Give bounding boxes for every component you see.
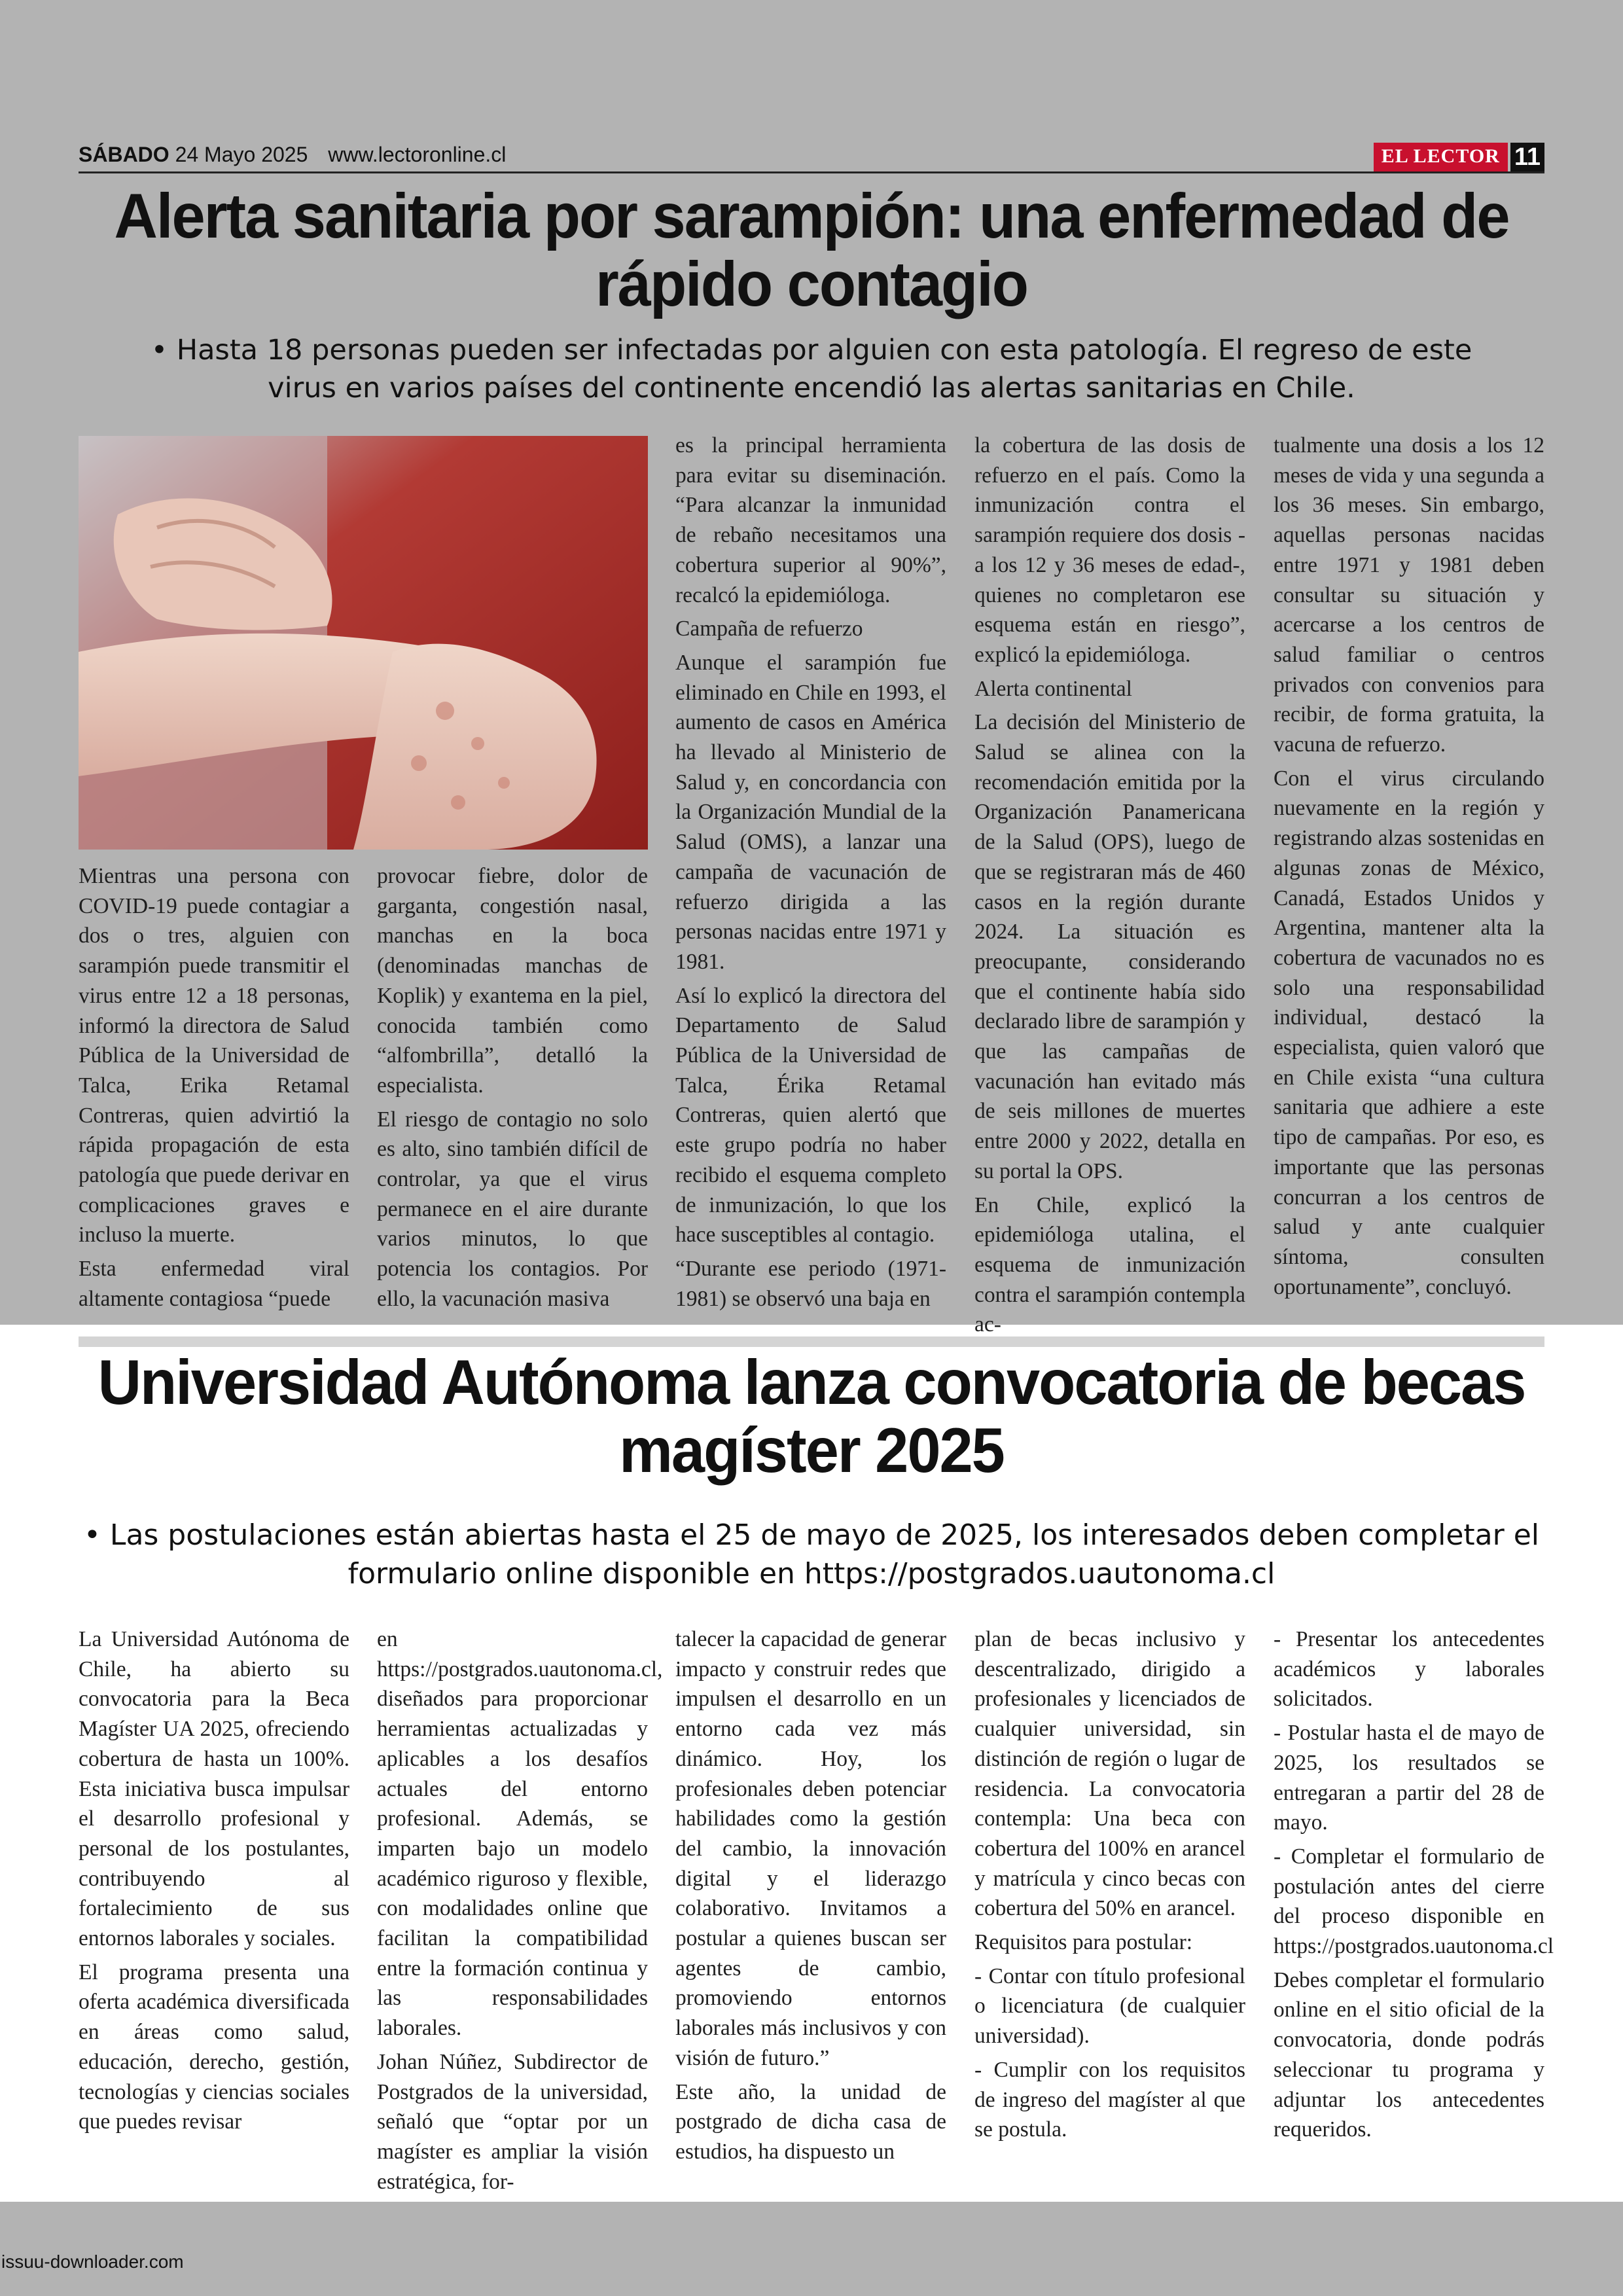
page-number: 11: [1510, 143, 1544, 171]
article-1-column-5: [1274, 431, 1544, 1306]
article-1-column-3: [675, 431, 946, 1318]
paragraph: Mientras una persona con COVID-19 puede contagiar a dos o tres, alguien con sarampión puede transmitir el virus entre 12 a 18 personas, informó la directora de Salud Pública de la Universidad de Talca, Erika Retamal Contreras, quien advirtió la rápida propagación de esta patología que puede derivar en complicaciones graves e incluso la muerte.: [79, 864, 349, 1247]
paragraph: El riesgo de contagio no solo es alto, sino también difícil de controlar, ya que el virus permanece en el aire durante varios minutos, lo que potencia los contagios. Por ello, la vacunación masiva: [377, 1107, 648, 1311]
article-1-column-1: [79, 861, 349, 1318]
page-header: [79, 143, 1544, 171]
watermark: issuu-downloader.com: [1, 2251, 184, 2272]
section-heading: Campaña de refuerzo: [675, 617, 863, 641]
list-item: - Cumplir con los requisitos de ingreso del magíster al que se postula.: [974, 2057, 1245, 2142]
page-bottom-margin: [0, 2202, 1623, 2296]
paragraph: tualmente una dosis a los 12 meses de vida y una segunda a los 36 meses. Sin embargo, aquellas personas nacidas entre 1971 y 1981 deben consultar su situación y acercarse a los centros de salud familiar o centros privados con convenios para recibir, de forma gratuita, la vacuna de refuerzo.: [1274, 433, 1544, 757]
list-item: - Completar el formulario de postulación antes del cierre del proceso disponible en https://postgrados.uautonoma.cl: [1274, 1844, 1554, 1959]
header-date-line: [79, 143, 506, 167]
article-2-column-4: [974, 1624, 1245, 2149]
paragraph: El programa presenta una oferta académica diversificada en áreas como salud, educación, derecho, gestión, tecnologías y ciencias sociales que puedes revisar: [79, 1960, 349, 2134]
article-2-column-5: [1274, 1624, 1554, 2149]
header-day: SÁBADO: [79, 143, 169, 166]
header-rule: [79, 171, 1544, 173]
list-item: - Postular hasta el de mayo de 2025, los resultados se entregaran a partir del 28 de mayo.: [1274, 1721, 1544, 1835]
paragraph: En Chile, explicó la epidemióloga utalina, el esquema de inmunización contra el sarampión contempla ac-: [974, 1193, 1245, 1337]
paragraph: es la principal herramienta para evitar su diseminación. “Para alcanzar la inmunidad de rebaño necesitamos una cobertura superior al 90%”, recalcó la epidemióloga.: [675, 433, 946, 607]
list-item: - Presentar los antecedentes académicos y laborales solicitados.: [1274, 1627, 1544, 1712]
article-2-headline: Universidad Autónoma lanza convocatoria de becas magíster 2025: [98, 1347, 1525, 1486]
paragraph: La decisión del Ministerio de Salud se alinea con la recomendación emitida por la Organización Panamericana de la Salud (OPS), luego de que se registraran más de 460 casos en la región durante 2024. La situación es preocupante, considerando que el continente había sido declarado libre de sarampión y que las campañas de vacunación han evitado más de seis millones de muertes entre 2000 y 2022, detalla en su portal la OPS.: [974, 710, 1245, 1183]
paragraph: Así lo explicó la directora del Departamento de Salud Pública de la Universidad de Talca, Érika Retamal Contreras, quien alertó que este grupo podría no haber recibido el esquema completo de inmunización, lo que los hace susceptibles al contagio.: [675, 983, 946, 1247]
article-1-subhead: • Hasta 18 personas pueden ser infectadas por alguien con esta patología. El regreso de este virus en varios países del continente encendió las alertas sanitarias en Chile.: [151, 334, 1472, 405]
paragraph: en https://postgrados.uautonoma.cl, diseñados para proporcionar herramientas actualizadas y aplicables a los desafíos actuales del entorno profesional. Además, se imparten bajo un modelo académico riguroso y flexible, con modalidades online que facilitan la compatibilidad entre la formación continua y las responsabilidades laborales.: [377, 1627, 663, 2041]
newspaper-logo: [1374, 143, 1544, 171]
paragraph: Debes completar el formulario online en el sitio oficial de la convocatoria, donde podrás seleccionar tu programa y adjuntar los antecedentes requeridos.: [1274, 1967, 1544, 2142]
paragraph: Aunque el sarampión fue eliminado en Chile en 1993, el aumento de casos en América ha llevado al Ministerio de Salud y, en concordancia con la Organización Mundial de la Salud (OMS), a lanzar una campaña de vacunación de refuerzo dirigida a las personas nacidas entre 1971 y 1981.: [675, 650, 946, 974]
article-2-column-2: [377, 1624, 663, 2200]
article-1-column-2: [377, 861, 648, 1318]
paragraph: la cobertura de las dosis de refuerzo en el país. Como la inmunización contra el sarampión requiere dos dosis -a los 12 y 36 meses de edad-, quienes no completaron ese esquema están en riesgo”, explicó la epidemióloga.: [974, 433, 1245, 667]
paragraph: Johan Núñez, Subdirector de Postgrados de la universidad, señaló que “optar por un magíster es ampliar la visión estratégica, for-: [377, 2049, 648, 2194]
article-2-column-3: [675, 1624, 946, 2171]
section-heading: Alerta continental: [974, 676, 1132, 701]
header-date: 24 Mayo 2025: [175, 143, 308, 166]
article-2-subhead: • Las postulaciones están abiertas hasta el 25 de mayo de 2025, los interesados deben completar el formulario online disponible en https://postgrados.uautonoma.cl: [83, 1518, 1540, 1591]
list-item: - Contar con título profesional o licenciatura (de cualquier universidad).: [974, 1964, 1245, 2049]
article-1-photo: [79, 436, 648, 850]
paragraph: talecer la capacidad de generar impacto y construir redes que impulsen el desarrollo en un entorno cada vez más dinámico. Hoy, los profesionales deben potenciar habilidades como la gestión del cambio, la innovación digital y el liderazgo colaborativo. Invitamos a postular a quienes buscan ser agentes de cambio, promoviendo entornos laborales más inclusivos y con visión de futuro.”: [675, 1627, 946, 2070]
paragraph: La Universidad Autónoma de Chile, ha abierto su convocatoria para la Beca Magíster UA 2025, ofreciendo cobertura de hasta un 100%. Esta iniciativa busca impulsar el desarrollo profesional y personal de los postulantes, contribuyendo al fortalecimiento de sus entornos laborales y sociales.: [79, 1627, 349, 1951]
logo-text: EL LECTOR: [1374, 143, 1508, 171]
header-url[interactable]: www.lectoronline.cl: [328, 143, 507, 166]
paragraph: plan de becas inclusivo y descentralizado, dirigido a profesionales y licenciados de cualquier universidad, sin distinción de región o lugar de residencia. La convocatoria contempla: Una beca con cobertura del 100% en arancel y matrícula y cinco becas con cobertura del 50% en arancel.: [974, 1627, 1245, 1921]
paragraph: Este año, la unidad de postgrado de dicha casa de estudios, ha dispuesto un: [675, 2079, 946, 2164]
paragraph: Esta enfermedad viral altamente contagiosa “puede: [79, 1257, 349, 1311]
section-heading: Requisitos para postular:: [974, 1930, 1193, 1955]
section-divider: [79, 1336, 1544, 1347]
paragraph: provocar fiebre, dolor de garganta, congestión nasal, manchas en la boca (denominadas manchas de Koplik) y exantema en la piel, conocida también como “alfombrilla”, detalló la especialista.: [377, 864, 648, 1098]
paragraph: “Durante ese periodo (1971-1981) se observó una baja en: [675, 1256, 946, 1311]
paragraph: Con el virus circulando nuevamente en la región y registrando alzas sostenidas en algunas zonas de México, Canadá, Estados Unidos y Argentina, mantener alta la cobertura de vacunados no es solo una responsabilidad individual, destacó la especialista, quien valoró que en Chile exista “una cultura sanitaria que adhiere a este tipo de campañas. Por eso, es importante que las personas concurran a los centros de salud y ante cualquier síntoma, consulten oportunamente”, concluyó.: [1274, 766, 1544, 1299]
article-1-column-4: [974, 431, 1245, 1344]
article-2-column-1: [79, 1624, 349, 2141]
arm-rash-image: [79, 436, 648, 850]
article-1-headline: Alerta sanitaria por sarampión: una enfermedad de rápido contagio: [114, 181, 1509, 320]
